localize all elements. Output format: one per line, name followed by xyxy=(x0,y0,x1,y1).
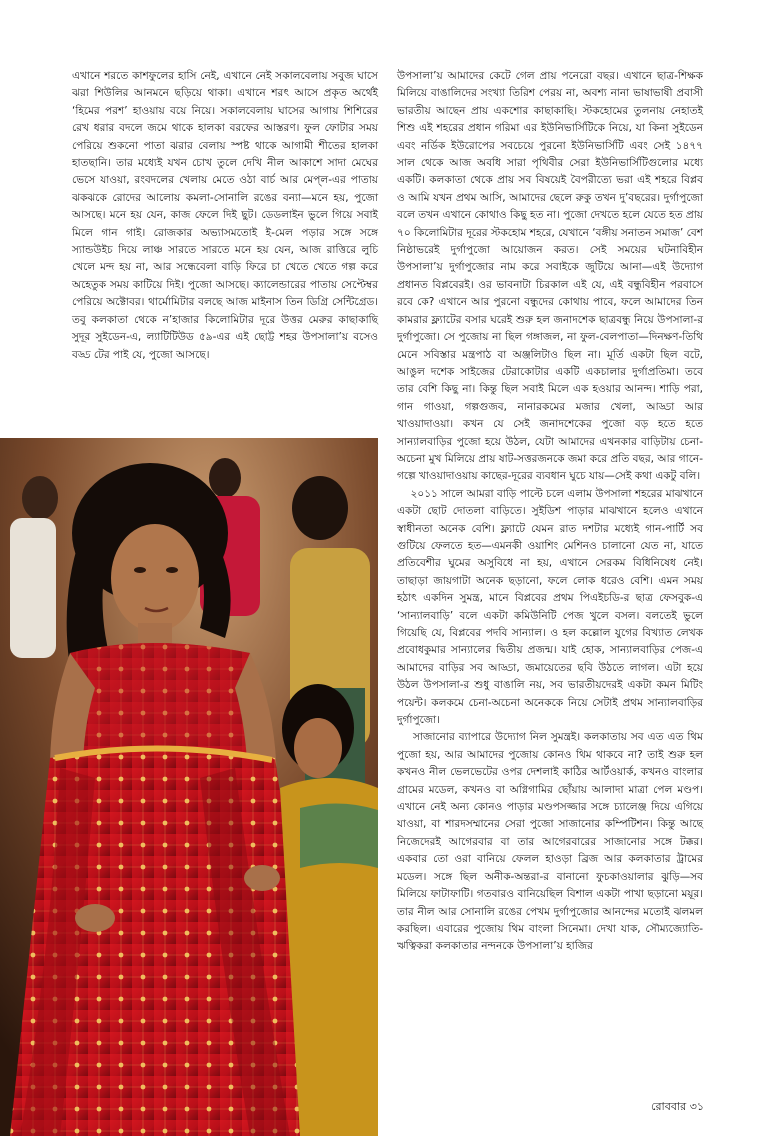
article-photo xyxy=(0,438,378,1136)
page-folio: রোববার ৩১ xyxy=(651,1100,704,1113)
photo-dancers-icon xyxy=(0,438,378,1136)
article-left-column: এখানে শরতে কাশফুলের হাসি নেই, এখানে নেই সকালবেলায় সবুজ ঘাসে ঝরা শিউলির আনমনে ছড়িয়ে থাকা। এখানে শরৎ আসে প্রকৃত অর্থেই ‘হিমের পরশ’ হাওয়ায় বয়ে নিয়ে। সকালবেলায় ঘাসের আগায় শিশিরের রেখ ধরার বদলে জমে থাকে হালকা বরফের আস্তরণ। ফুল ফোটার সময় পেরিয়ে শুকনো পাতা ঝরার বেলায় স্পষ্ট থাকে আগামী শীতের হালকা হাতছানি। তার মধ্যেই যখন চোখ তুলে দেখি নীল আকাশে সাদা মেঘের ভেসে যাওয়া, রংবদলের খেলায় মেতে ওঠা বার্চ আর মেপ্‌ল-এর পাতায় ঝকঝকে রোদের আলোয় কমলা-সোনালি রঙের বন্যা—মনে হয়, পুজো আসছে। মনে হয় যেন, কাজ ফেলে দিই ছুট। ডেডলাইন ভুলে গিয়ে সবাই মিলে গান গাই। রোজকার অভ্যাসমতোই ই-মেল পড়ার সঙ্গে সঙ্গে স্যান্ডউইচ দিয়ে লাঞ্চ সারতে সারতে মনে হয় যেন, আজ রাত্তিরে লুচি খেলে মন্দ হয় না, আর সন্ধেবেলা বাড়ি ফিরে চা খেতে খেতে গল্প করে অহেতুক সময় কাটিয়ে দিই। পুজো আসছে। ক্যালেন্ডারের পাতায় সেপ্টেম্বর পেরিয়ে অক্টোবর। থার্মোমিটার বলছে আজ মাইনাস তিন ডিগ্রি সেন্টিগ্রেড। তবু কলকাতা থেকে ন’হাজার কিলোমিটার দূরে উত্তর মেরুর কাছাকাছি সুদূর সুইডেন-এ, ল্যাটিটিউড ৫৯-এর এই ছোট্ট শহর উপসালা’য় বসেও বড্ড টের পাই যে, পুজো আসছে। xyxy=(72,70,382,361)
article-right-column: উপসালা’য় আমাদের কেটে গেল প্রায় পনেরো বছর। এখানে ছাত্র-শিক্ষক মিলিয়ে বাঙালিদের সংখ্যা তিরিশ পেরয় না, অবশ্য নানা ভাষাভাষী প্রবাসী ভারতীয় আছেন প্রায় একশোর কাছাকাছি। স্টকহোমের তুলনায় নেহাতই শিশু এই শহরের প্রধান গরিমা এর ইউনিভার্সিটিকে নিয়ে, যা কিনা সুইডেন এবং নর্ডিক ইউরোপের সবচেয়ে পুরনো ইউনিভার্সিটি এবং সেই ১৪৭৭ সাল থেকে আজ অবধি সারা পৃথিবীর সেরা ইউনিভার্সিটিগুলোর মধ্যে একটি। কলকাতা থেকে প্রায় সব বিষয়েই বৈপরীত্যে ভরা এই শহরে বিপ্লব ও আমি যখন প্রথম আসি, আমাদের ছেলে রুকু তখন দু’বছরের। দুর্গাপুজো বলে তখন এখানে কোথাও কিছু হত না। পুজো দেখতে হলে যেতে হত প্রায় ৭০ কিলোমিটার দূরের স্টকহোম শহরে, যেখানে ‘বঙ্গীয় সনাতন সমাজ’ বেশ নিষ্ঠাভরেই দুর্গাপুজো আয়োজন করত। সেই সময়ের ঘটনাবিহীন উপসালা’য় দুর্গাপুজোর নাম করে সবাইকে জুটিয়ে আনা—এই উদ্যোগ প্রধানত বিপ্লবেরই। ওর ভাবনাটা চিরকাল এই যে, এই বন্ধুবিহীন পরবাসে রবে কে? এখানে আর পুরনো বন্ধুদের কোথায় পাবে, ফলে আমাদের তিন কামরার ফ্ল্যাটের বসার ঘরেই শুরু হল জনাদশেক ছাত্রবন্ধু নিয়ে উপসালা-র দুর্গাপুজো। সে পুজোয় না ছিল গঙ্গাজল, না ফুল-বেলপাতা—দিনক্ষণ-তিথি মেনে সবিস্তার মন্ত্রপাঠ বা অঞ্জলিটাও ছিল না। মূর্তি একটা ছিল বটে, আঙুল দশেক সাইজের টেরাকোটার একটি একচালার দুর্গাপ্রতিমা। তবে তার বেশি কিছু না। কিন্তু ছিল সবাই মিলে এক হওয়ার আনন্দ। শাড়ি পরা, গান গাওয়া, গল্পগুজব, নানারকমের মজার খেলা, আড্ডা আর খাওয়াদাওয়া। কখন যে সেই জনাদশেকের পুজো বড় হতে হতে সান্যালবাড়ির পুজো হয়ে উঠল, যেটা আমাদের এখনকার বাড়িটায় চেনা-অচেনা মুখ মিলিয়ে প্রায় ষাট-সত্তরজনকে জমা করে প্রতি বছর, আর গানে-গল্পে খাওয়াদাওয়ায় কাছের-দূরের ব্যবধান ঘুচে যায়—সেই কথা একটু বলি। ২০১১ সালে আমরা বাড়ি পাল্টে চলে এলাম উপসালা শহরের মাঝখানে একটা ছোট দোতলা বাড়িতে। সুইডিশ পাড়ার মাঝখানে হলেও এখানে স্বাধীনতা অনেক বেশি। ফ্ল্যাটে যেমন রাত দশটার মধ্যেই গান-পার্টি সব গুটিয়ে ফেলতে হত—এমনকী ওয়াশিং মেশিনও চালানো যেত না, যাতে প্রতিবেশীর ঘুমের অসুবিধে না হয়, এখানে সেরকম বিধিনিষেধ নেই। তাছাড়া জায়গাটা অনেক ছড়ানো, ফলে লোক ধরেও বেশি। এমন সময় হঠাৎ একদিন সুমন্ত্র, মানে বিপ্লবের প্রথম পিএইচডি-র ছাত্র ফেসবুক-এ ‘সান্যালবাড়ি’ বলে একটা কমিউনিটি পেজ খুলে বসল। বলতেই ভুলে গিয়েছি যে, বিপ্লবের পদবি সান্যাল। ও হল কল্লোল যুগের বিখ্যাত লেখক প্রবোধকুমার সান্যালের দ্বিতীয় প্রজন্ম। যাই হোক, সান্যালবাড়ির পেজ-এ আমাদের বাড়ির সব আড্ডা, জমায়েতের ছবি উঠতে লাগল। এটা হয়ে উঠল উপসালা-র শুধু বাঙালি নয়, সব ভারতীয়দেরই একটা কমন মিটিং পয়েন্ট। কলকমে চেনা-অচেনা অনেককে নিয়ে সেটাই প্রথম সান্যালবাড়ির দুর্গাপুজো। সাজানোর ব্যাপারে উদ্যোগ নিল সুমন্ত্রই। কলকাতায় সব এত এত থিম পুজো হয়, আর আমাদের পুজোয় কোনও থিম থাকবে না? তাই শুরু হল কখনও নীল ভেলভেটের ওপর দেশলাই কাঠির আর্টওয়ার্ক, কখনও বাংলার গ্রামের মডেল, কখনও বা অগ্নিগামির ছোঁয়ায় আলাদা মাত্রা পেল মণ্ডপ। এখানে নেই অন্য কোনও পাড়ার মণ্ডপসজ্জার সঙ্গে চ্যালেঞ্জ দিয়ে এগিয়ে যাওয়া, বা শারদসম্মানের সেরা পুজো সাজানোর কম্পিটিশন। কিন্তু আছে নিজেদেরই আগেরবার বা তার আগেরবারের সাজানোর সঙ্গে টক্কর। একবার তো ওরা বানিয়ে ফেলল হাওড়া ব্রিজ আর কলকাতার ট্রামের মডেল। সঙ্গে ছিল অনীক-অন্তরা-র বানানো ফুচকাওয়ালার ঝুড়ি—সব মিলিয়ে ফাটাফাটি। গতবারও বানিয়েছিল বিশাল একটা পাখা ছড়ানো ময়ূর। তার নীল আর সোনালি রঙের পেখম দুর্গাপুজোর আনন্দের মতোই ঝলমল করছিল। এবারের পুজোয় থিম বাংলা সিনেমা। দেখা যাক, সৌম্যজ্যোতি-ঋত্বিকরা কলকাতার নন্দনকে উপসালা’য় হাজির xyxy=(397,70,703,953)
